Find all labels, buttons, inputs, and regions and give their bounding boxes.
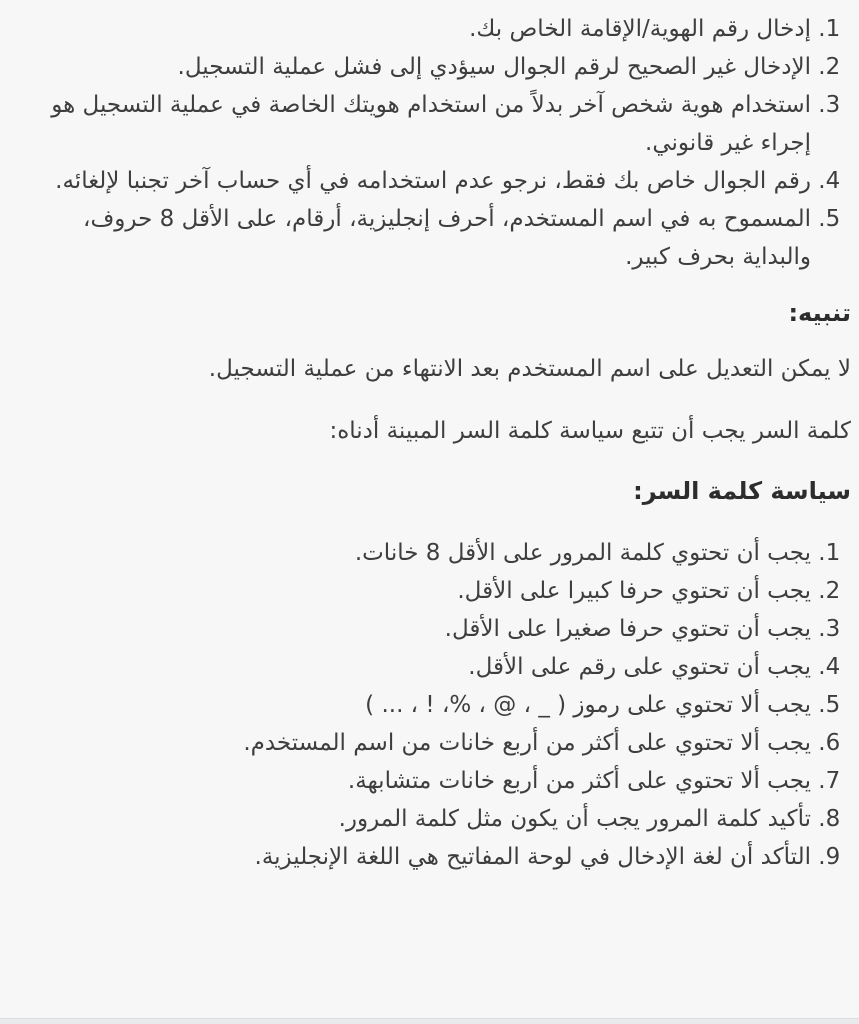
password-policy-item: 7. يجب ألا تحتوي على أكثر من أربع خانات متشابهة. [8,762,811,800]
password-policy-item: 3. يجب أن تحتوي حرفا صغيرا على الأقل. [8,610,811,648]
password-policy-item: 1. يجب أن تحتوي كلمة المرور على الأقل 8 خانات. [8,534,811,572]
registration-note-item: 5. المسموح به في اسم المستخدم، أحرف إنجليزية، أرقام، على الأقل 8 حروف، والبداية بحرف كبير. [8,200,811,276]
registration-note-item: 4. رقم الجوال خاص بك فقط، نرجو عدم استخدامه في أي حساب آخر تجنبا لإلغائه. [8,162,811,200]
notice-heading: تنبيه: [788,299,851,327]
registration-notes-list [8,10,851,276]
registration-note-item: 3. استخدام هوية شخص آخر بدلاً من استخدام هويتك الخاصة في عملية التسجيل هو إجراء غير قانوني. [8,86,811,162]
password-policy-item: 2. يجب أن تحتوي حرفا كبيرا على الأقل. [8,572,811,610]
password-policy-item: 6. يجب ألا تحتوي على أكثر من أربع خانات من اسم المستخدم. [8,724,811,762]
bottom-edge-strip [0,1018,859,1024]
password-policy-item: 9. التأكد أن لغة الإدخال في لوحة المفاتيح هي اللغة الإنجليزية. [8,838,811,876]
password-policy-item: 5. يجب ألا تحتوي على رموز ( _ ، @ ، %، ! ، ... ) [8,686,811,724]
notice-paragraph-password: كلمة السر يجب أن تتبع سياسة كلمة السر المبينة أدناه: [329,418,851,444]
password-policy-list [8,534,851,876]
notice-paragraph-username: لا يمكن التعديل على اسم المستخدم بعد الانتهاء من عملية التسجيل. [208,356,851,382]
registration-note-item: 2. الإدخال غير الصحيح لرقم الجوال سيؤدي إلى فشل عملية التسجيل. [8,48,811,86]
password-policy-heading: سياسة كلمة السر: [633,477,851,505]
password-policy-item: 8. تأكيد كلمة المرور يجب أن يكون مثل كلمة المرور. [8,800,811,838]
password-policy-item: 4. يجب أن تحتوي على رقم على الأقل. [8,648,811,686]
registration-note-item: 1. إدخال رقم الهوية/الإقامة الخاص بك. [8,10,811,48]
